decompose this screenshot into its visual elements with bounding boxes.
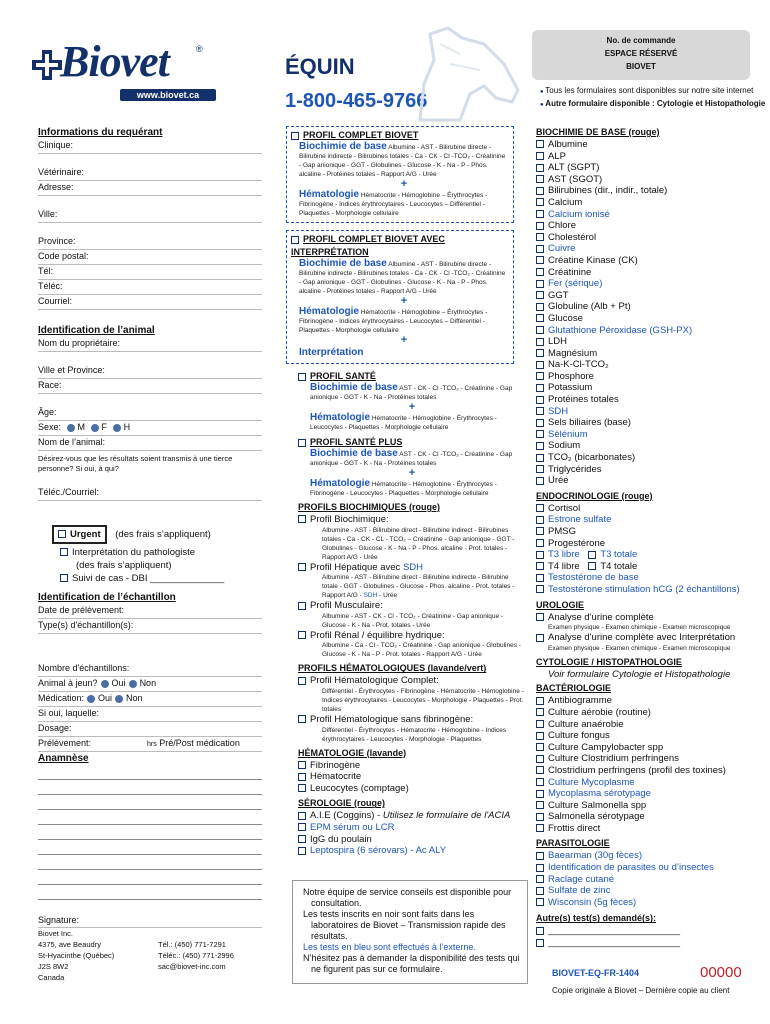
collection-time-field[interactable]: Prélèvement: hrs Pré/Post médication [38,737,262,752]
horse-head-icon [400,24,530,124]
biochem-checkbox-7[interactable] [536,220,756,232]
medication-field: Médication: Oui Non [38,692,262,707]
biochem-label: Sélénium [548,428,588,440]
profile-health-plus-checkbox[interactable]: PROFIL SANTÉ PLUS [298,436,526,449]
biochem-label: ALT (SGPT) [548,162,600,174]
biochem-checkbox-22[interactable] [536,394,756,406]
parasitology-checkbox-3[interactable] [536,885,756,897]
checkbox-icon[interactable] [536,824,544,832]
biochem-label: Sodium [548,440,581,452]
bacteriology-label: Antibiogramme [548,695,612,707]
parasitology-label: Baearman (30g fèces) [548,850,642,862]
pathologist-note: (des frais s’appliquent) [76,560,172,571]
bacteriology-list [536,695,756,834]
biochem-checkbox-21[interactable] [536,382,756,394]
parasitology-list [536,850,756,908]
biovet-cross-logo-icon [30,48,64,82]
sex-h-radio[interactable] [113,424,121,432]
urinalysis-interp-checkbox[interactable]: Analyse d'urine complète avec Interprétation [536,632,756,644]
bacteriology-label: Clostridium perfringens (profil des toxines) [548,764,726,776]
fibrinogen-checkbox[interactable]: Fibrinogène [298,760,526,772]
transmit-question: Désirez-vous que les résultats soient transmis à une tierce personne? Si oui, à qui? [38,454,233,473]
checkbox-icon[interactable] [536,349,544,357]
coggins-checkbox[interactable]: A.I.E (Coggins) - Utilisez le formulaire de l'ACIA [298,810,526,822]
p3-hema-text: Hématocrite - Hémoglobine - Érythrocytes - Leucocytes - Plaquettes - Morphologie cellulaire [310,415,497,431]
registered-icon: ® [196,44,203,54]
bacteriology-label: Culture Mycoplasme [548,776,635,788]
biochem-checkbox-17[interactable] [536,336,756,348]
note-3: Les tests en bleu sont effectués à l’externe. [303,942,476,952]
province-field[interactable]: Province: [38,235,262,250]
checkbox-icon[interactable] [536,454,544,462]
phone-number: 1-800-465-9766 [285,90,428,112]
plus-icon: + [408,401,416,413]
checkbox-icon[interactable] [536,430,544,438]
company-address: Biovet Inc. 4375, ave Beaudry St-Hyacinthe (Québec) J2S 8W2 Canada [38,929,115,982]
endocrinology-title: ENDOCRINOLOGIE (rouge) [536,490,653,501]
requester-title: Informations du requérant [38,127,163,138]
biochem-label: Protéines totales [548,394,619,406]
biochem-label: Urée [548,475,569,487]
biochem-label: Cuivre [548,243,576,255]
checkbox-icon[interactable] [536,140,544,148]
biochem-label: Cholestérol [548,231,597,243]
biochem-checkbox-0[interactable] [536,139,756,151]
sample-count-field[interactable]: Nombre d'échantillons: [38,662,262,677]
biochem-checkbox-6[interactable] [536,209,756,221]
sample-type-field[interactable]: Type(s) d'échantillon(s): [38,619,262,634]
biochem-checkbox-24[interactable] [536,417,756,429]
fasting-no-radio[interactable] [129,680,137,688]
sample-title: Identification de l’échantillon [38,592,176,603]
igg-checkbox[interactable]: IgG du poulain [298,834,526,846]
biochem-list [536,139,756,487]
medication-yes-radio[interactable] [87,695,95,703]
checkbox-icon[interactable] [536,743,544,751]
checkbox-icon[interactable] [536,372,544,380]
biochem-checkbox-10[interactable] [536,255,756,267]
plus-icon: + [400,178,408,190]
biochem-checkbox-5[interactable] [536,197,756,209]
plus-icon: + [400,295,408,307]
checkbox-icon[interactable] [536,875,544,883]
checkbox-icon[interactable] [536,852,544,860]
biochem-checkbox-11[interactable] [536,267,756,279]
fax-field[interactable]: Téléc: [38,280,262,295]
info-notes-box [292,880,528,984]
t4-free-checkbox[interactable]: T4 libre [536,561,580,572]
serology-title: SÉROLOGIE (rouge) [298,798,386,809]
urinalysis-sub: Examen physique - Examen chimique - Examen microscopique [548,624,731,632]
checkbox-icon[interactable] [536,801,544,809]
biochem-checkbox-1[interactable] [536,151,756,163]
progesterone-checkbox[interactable]: Progestérone [536,538,756,550]
parasitology-label: Identification de parasites ou d’insectes [548,862,714,874]
checkbox-icon[interactable] [536,361,544,369]
p3-bio-text: AST - CK - Cl -TCO₂ - Créatinine - Gap anionique - GGT - K - Na - Protéines totales [310,385,513,401]
epm-checkbox[interactable]: EPM sérum ou LCR [298,822,526,834]
biovet-logo: Biovet [60,37,169,86]
medication-no-radio[interactable] [115,695,123,703]
history-lines[interactable] [38,779,262,900]
city-province-field[interactable]: Ville et Province: [38,364,262,379]
profile-muscle-checkbox[interactable]: Profil Musculaire: [298,600,526,612]
urgent-checkbox[interactable]: Urgent [52,525,107,544]
profile-hemat-nofib-checkbox[interactable]: Profil Hématologique sans fibrinogène: [298,714,526,726]
hemat-profiles-title: PROFILS HÉMATOLOGIQUES (lavande/vert) [298,663,487,674]
right-column: BIOCHIMIE DE BASE (rouge) Albumine ALP ALT (SGPT) AST (SGOT) Bilirubines (dir., indir., totale) Calcium Calcium ionisé Chlore Cholestérol Cuivre Créatine Kinase (CK) Créatinine Fer (sérique) GGT Globuline (Alb + Pt) Glucose Glutathione Péroxidase (GSH-PX) LDH Magnésium Na-K-Cl-TCO₂ Phosphore Potassium Protéines totales SDH Sels biliaires (base) Sélénium Sodium TCO₂ (bicarbonates) Triglycérides Urée ENDOCRINOLOGIE (rouge) Cortisol Estrone sulfate PMSG Progestérone T3 libre T3 totale T4 libre T4 totale Testostérone de base Testostérone stimulation hCG (2 échantillons) UROLOGIE Analyse d'urine complète Examen physique - Examen chimique - Examen microscopique Analyse d'urine complète avec Interprétation Examen physique - Examen chimique - Examen microscopique CYTOLOGIE / HISTOPATHOLOGIE Voir formulaire Cytologie et Histopathologie BACTÉRIOLOGIE Antibiogramme Culture aérobie (routine) Culture anaérobie Culture fongus Culture Campylobacter spp Culture Clostridium perfringens Clostridium perfringens (profil des toxines) Culture Mycoplasme Mycoplasma sérotypage Culture Salmonella spp Salmonella sérotypage Frottis direct PARASITOLOGIE Baearman (30g fèces) Identification de parasites ou d’insectes Raclage cutané Sulfate de zinc Wisconsin (5g fèces) Autre(s) test(s) demandé(s): _________________________ _________________________ [536,126,756,949]
page-title: ÉQUIN [285,54,355,79]
signature-field[interactable]: Signature: [38,914,262,928]
checkbox-icon[interactable] [536,720,544,728]
history-title: Anamnèse [38,753,89,764]
biochem-checkbox-27[interactable] [536,452,756,464]
age-field[interactable]: Âge: [38,406,262,421]
clinic-field[interactable]: Clinique: [38,139,262,154]
checkbox-icon[interactable] [536,790,544,798]
checkbox-icon[interactable] [536,864,544,872]
p1-bio-text: Albumine - AST - Bilirubine directe - Bilirubine indirecte - Bilirubines totales - Ca - CK - Cl -TCO₂ - Créatinine - Gap anionique - GGT - Globulines - Glucose - K - Na - P - Phos. alcaline - Protéines totales - Rapport A/G - Urée [299,144,506,178]
interpretation-label: Interprétation [299,347,364,358]
profile-complete-checkbox[interactable]: PROFIL COMPLET BIOVET [291,129,509,142]
bacteriology-label: Culture Salmonella spp [548,799,647,811]
checkbox-icon[interactable] [536,898,544,906]
profile-interp-box: PROFIL COMPLET BIOVET AVEC INTERPRÉTATION Biochimie de base Albumine - AST - Bilirubine directe - Bilirubine indirecte - Bilirubines totales - Ca - CK - Cl -TCO₂ - Créatinine - Gap anionique - GGT - Globulines - Glucose - K - Na - P - Phos. alcaline - Protéines totales - Rapport A/G - Urée + Hématologie Hématocrite - Hémoglobine – Érythrocytes - Fibrinogène - Indices érythrocytaires - Leucocytes – Différentiel - Plaquettes - Morphologie cellulaire + Interprétation [286,230,514,364]
dose-field[interactable]: Dosage: [38,722,262,737]
bacteriology-label: Culture aérobie (routine) [548,706,651,718]
biochem-label: Calcium [548,196,583,208]
bacteriology-label: Culture anaérobie [548,718,624,730]
middle-column: PROFIL COMPLET BIOVET Biochimie de base Albumine - AST - Bilirubine directe - Bilirubine indirecte - Bilirubines totales - Ca - CK - Cl -TCO₂ - Créatinine - Gap anionique - GGT - Globulines - Glucose - K - Na - P - Phos. alcaline - Protéines totales - Rapport A/G - Urée + Hématologie Hématocrite - Hémoglobine – Érythrocytes - Fibrinogène - Indices érythrocytaires - Leucocytes – Différentiel - Plaquettes - Morphologie cellulaire PROFIL COMPLET BIOVET AVEC INTERPRÉTATION Biochimie de base Albumine - AST - Bilirubine directe - Bilirubine indirecte - Bilirubines totales - Ca - CK - Cl -TCO₂ - Créatinine - Gap anionique - GGT - Globulines - Glucose - K - Na - P - Phos. alcaline - Protéines totales - Rapport A/G - Urée + Hématologie Hématocrite - Hémoglobine – Érythrocytes - Fibrinogène - Indices érythrocytaires - Leucocytes – Différentiel - Plaquettes - Morphologie cellulaire + Interprétation PROFIL SANTÉ Biochimie de base AST - CK - Cl -TCO₂ - Créatinine - Gap anionique - GGT - K - Na - Protéines totales + Hématologie Hématocrite - Hémoglobine - Érythrocytes - Leucocytes - Plaquettes - Morphologie cellulaire PROFIL SANTÉ PLUS Biochimie de base AST - CK - Cl -TCO₂ - Créatinine - Gap anionique - GGT - K - Na - Protéines totales + Hématologie Hématocrite - Hémoglobine - Érythrocytes - Fibrinogène - Leucocytes - Plaquettes - Morphologie cellulaire PROFILS BIOCHIMIQUES (rouge) Profil Biochimique: Albumine - AST - Bilirubine direct - Bilirubine indirect - Bilirubines totales - Ca - CK - CL - TCO₂ – Créatinine - Gap anionique - GGT - Globulines - Glucose - K - Na - P - Phos. alcaline - Prot. totales - Rapport A/G - Urée Profil Hépatique avec SDH Albumine - AST - Bilirubine direct - Bilirubine indirecte - Bilirubine totale - GGT - Globulines - Glucose - Phos. alcaline - Prot. totales - Rapport A/G - SDH - Urée Profil Musculaire: Albumine - AST - CK - Cl - TCO₂ - Créatinine - Gap anionique - Glucose - K - Na - Prot. totales - Urée Profil Rénal / équilibre hydrique: Albumine - Ca - Cl - TCO₂ - Créatinine - Gap anionique - Globulines - Glucose - K - Na - P - Prot. totales - Rapport A/G - Urée PROFILS HÉMATOLOGIQUES (lavande/vert) Profil Hématologique Complet: Différentiel - Érythrocytes - Fibrinogène - Hématocrite - Hémoglobine - Indices érythrocytaires - Leucocytes - Morphologie - Plaquettes - Prot. totales Profil Hématologique sans fibrinogène: Différentiel - Érythrocytes - Hématocrite - Hémoglobine - Indices érythrocytaires - Leucocytes - Morphologie - Plaquettes HÉMATOLOGIE (lavande) Fibrinogène Hématocrite Leucocytes (comptage) SÉROLOGIE (rouge) A.I.E (Coggins) - Utilisez le formulaire de l'ACIA EPM sérum ou LCR IgG du poulain Leptospira (6 sérovars) - Ac ALY [298,126,526,857]
biochem-checkbox-16[interactable] [536,325,756,337]
sample-section [38,591,262,928]
parasitology-title: PARASITOLOGIE [536,838,610,849]
parasitology-label: Sulfate de zinc [548,885,611,897]
profile-health-checkbox[interactable]: PROFIL SANTÉ [298,370,526,383]
checkbox-icon[interactable] [536,477,544,485]
fasting-yes-radio[interactable] [101,680,109,688]
plus-icon: + [400,334,408,346]
checkbox-icon[interactable] [536,338,544,346]
profile-complete-box [286,126,514,223]
checkbox-icon[interactable] [536,326,544,334]
checkbox-icon[interactable] [536,210,544,218]
parasitology-label: Raclage cutané [548,873,615,885]
biochem-checkbox-15[interactable] [536,313,756,325]
biochem-checkbox-13[interactable] [536,290,756,302]
checkbox-icon[interactable] [536,187,544,195]
checkbox-icon[interactable] [536,268,544,276]
biochem-checkbox-9[interactable] [536,243,756,255]
checkbox-icon[interactable] [536,233,544,241]
plus-icon: + [408,467,416,479]
note-1: Notre équipe de service conseils est disponible pour consultation. [303,887,512,908]
bacteriology-checkbox-5[interactable] [536,753,756,765]
biochem-checkbox-18[interactable] [536,348,756,360]
profile-interp-checkbox[interactable]: PROFIL COMPLET BIOVET AVEC INTERPRÉTATION [291,234,445,257]
biochem-label: Chlore [548,220,576,232]
bacteriology-checkbox-3[interactable] [536,730,756,742]
bacteriology-label: Mycoplasma sérotypage [548,788,651,800]
biochem-label: GGT [548,289,569,301]
biochem-label: Potassium [548,382,593,394]
checkbox-icon[interactable] [536,384,544,392]
hematology-title: HÉMATOLOGIE (lavande) [298,747,407,758]
followup-checkbox[interactable]: Suivi de cas - DBI ______________ [60,572,262,585]
checkbox-icon[interactable] [536,256,544,264]
checkbox-icon[interactable] [536,175,544,183]
checkbox-icon[interactable] [536,280,544,288]
biochem-checkbox-4[interactable] [536,185,756,197]
biochem-label: Fer (sérique) [548,278,603,290]
biochem-label: Créatinine [548,266,592,278]
ph2-text: Différentiel - Érythrocytes - Hématocrite - Hémoglobine - Indices érythrocytaires - Leucocytes - Morphologie - Plaquettes [322,726,507,743]
biochem-checkbox-14[interactable] [536,301,756,313]
checkbox-icon[interactable] [536,697,544,705]
biochem-label: Phosphore [548,370,594,382]
checkbox-icon[interactable] [536,222,544,230]
checkbox-icon[interactable] [536,245,544,253]
biochem-checkbox-28[interactable] [536,464,756,476]
p1-bio-label: Biochimie de base [299,141,387,152]
bacteriology-checkbox-8[interactable] [536,788,756,800]
biochem-label: Glutathione Péroxidase (GSH-PX) [548,324,693,336]
checkbox-icon[interactable] [536,396,544,404]
form-number: 00000 [700,964,742,981]
biochem-label: Na-K-Cl-TCO₂ [548,359,609,371]
checkbox-icon[interactable] [536,708,544,716]
t4-total-checkbox[interactable]: T4 totale [588,561,637,572]
leptospira-checkbox[interactable]: Leptospira (6 sérovars) - Ac ALY [298,845,526,857]
cytology-text: Voir formulaire Cytologie et Histopathologie [548,668,731,680]
checkbox-icon[interactable] [536,152,544,160]
fasting-field: Animal à jeun? Oui Non [38,677,262,692]
animal-name-field[interactable]: Nom de l’animal: [38,436,262,451]
biochem-label: Glucose [548,312,583,324]
parasitology-label: Wisconsin (5g fèces) [548,896,637,908]
bacteriology-label: Salmonella sérotypage [548,811,645,823]
biochem-checkbox-20[interactable] [536,371,756,383]
profile-biochem-checkbox[interactable]: Profil Biochimique: [298,514,526,526]
other-tests-title: Autre(s) test(s) demandé(s): [536,913,657,924]
bacteriology-checkbox-10[interactable] [536,811,756,823]
vet-field[interactable]: Vétérinaire: [38,166,262,181]
urgent-note: (des frais s’appliquent) [115,529,211,540]
parasitology-checkbox-1[interactable] [536,862,756,874]
biochem-checkbox-19[interactable] [536,359,756,371]
parasitology-checkbox-4[interactable] [536,897,756,909]
p1-hema-text: Hématocrite - Hémoglobine – Érythrocytes - Fibrinogène - Indices érythrocytaires - Leucocytes – Différentiel - Plaquettes - Morphologie cellulaire [299,192,488,217]
leukocytes-checkbox[interactable]: Leucocytes (comptage) [298,783,526,795]
biochem-checkbox-26[interactable] [536,440,756,452]
checkbox-icon[interactable] [536,198,544,206]
owner-field[interactable]: Nom du propriétaire: [38,337,262,352]
checkbox-icon[interactable] [536,291,544,299]
biochem-checkbox-2[interactable] [536,162,756,174]
checkbox-icon[interactable] [536,407,544,415]
bacteriology-label: Frottis direct [548,822,601,834]
biochem-label: AST (SGOT) [548,173,603,185]
biochem-label: Créatine Kinase (CK) [548,254,638,266]
sex-m-radio[interactable] [67,424,75,432]
checkbox-icon[interactable] [536,314,544,322]
biochem-label: Bilirubines (dir., indir., totale) [548,185,668,197]
postal-code-field[interactable]: Code postal: [38,250,262,265]
pb3-text: Albumine - AST - CK - Cl - TCO₂ - Créatinine - Gap anionique - Glucose - K - Na - Prot. totales - Urée [322,612,504,629]
profile-liver-checkbox[interactable]: Profil Hépatique avec SDH [298,562,526,574]
urology-title: UROLOGIE [536,599,585,610]
cortisol-checkbox[interactable]: Cortisol [536,503,756,515]
t3-free-checkbox[interactable]: T3 libre [536,549,580,560]
biochem-base-title: BIOCHIMIE DE BASE (rouge) [536,127,660,137]
biochem-label: ALP [548,150,566,162]
pathologist-checkbox[interactable]: Interprétation du pathologiste [60,546,262,559]
footer-note: Copie originale à Biovet – Dernière copie au client [552,986,730,995]
biochem-label: Triglycérides [548,463,602,475]
checkbox-icon[interactable] [536,755,544,763]
biochem-label: Albumine [548,139,588,150]
email-field[interactable]: Courriel: [38,295,262,310]
biochem-label: Globuline (Alb + Pt) [548,301,631,313]
p4-hema-text: Hématocrite - Hémoglobine - Érythrocytes - Fibrinogène - Leucocytes - Plaquettes - Morphologie cellulaire [310,481,497,497]
address-field[interactable]: Adresse: [38,181,262,196]
bacteriology-label: Culture fongus [548,730,610,742]
bacteriology-checkbox-0[interactable] [536,695,756,707]
sex-f-radio[interactable] [91,424,99,432]
urinalysis-checkbox[interactable]: Analyse d'urine complète [536,612,756,624]
form-id: BIOVET-EQ-FR-1404 [552,968,640,978]
estrone-checkbox[interactable]: Estrone sulfate [536,514,756,526]
biochem-checkbox-23[interactable] [536,406,756,418]
biochem-label: Sels biliaires (base) [548,417,631,429]
animal-title: Identification de l’animal [38,325,155,336]
biochem-checkbox-12[interactable] [536,278,756,290]
left-column [38,126,262,501]
ph1-text: Différentiel - Érythrocytes - Fibrinogène - Hématocrite - Hémoglobine - Indices érythrocytaires - Leucocytes - Morphologie - Plaquettes - Prot. totales [322,687,524,713]
bacteriology-checkbox-11[interactable] [536,823,756,835]
bacteriology-checkbox-9[interactable] [536,800,756,812]
checkbox-icon[interactable] [536,164,544,172]
note-4: N’hésitez pas à demander la disponibilité des tests qui ne figurent pas sur ce formulaire. [303,953,520,974]
testosterone-hcg-checkbox[interactable]: Testostérone stimulation hCG (2 échantillons) [536,584,756,596]
bacteriology-label: Culture Clostridium perfringens [548,753,679,765]
city-field[interactable]: Ville: [38,208,262,223]
checkbox-icon[interactable] [536,303,544,311]
pb4-text: Albumine - Ca - Cl - TCO₂ - Créatinine - Gap anionique - Globulines - Glucose - K - Na - P - Prot. totales - Rapport A/G - Urée [322,642,521,659]
p1-hema-label: Hématologie [299,189,360,200]
t3-total-checkbox[interactable]: T3 totale [588,549,637,560]
biochem-checkbox-29[interactable] [536,475,756,487]
checkbox-icon[interactable] [536,442,544,450]
bacteriology-label: Culture Campylobacter spp [548,741,664,753]
bacteriology-checkbox-4[interactable] [536,742,756,754]
other-test-2[interactable]: _________________________ [536,937,756,949]
hematocrit-checkbox[interactable]: Hématocrite [298,771,526,783]
checkbox-icon[interactable] [536,778,544,786]
biochem-label: Magnésium [548,347,598,359]
bacteriology-checkbox-7[interactable] [536,777,756,789]
bacteriology-checkbox-1[interactable] [536,707,756,719]
note-2: Les tests inscrits en noir sont faits dans les laboratoires de Biovet – Transmission rapide des résultats. [303,909,506,941]
biochem-profiles-title: PROFILS BIOCHIMIQUES (rouge) [298,502,441,512]
parasitology-checkbox-2[interactable] [536,874,756,886]
order-number-box: No. de commande ESPACE RÉSERVÉ BIOVET [532,30,750,80]
fax-email-field[interactable]: Téléc./Courriel: [38,486,262,501]
pb2-text: Albumine - AST - Bilirubine direct - Bilirubine indirecte - Bilirubine totale - GGT - Globulines - Glucose - Phos. alcaline - Prot. totales - Rapport A/G - [322,574,515,600]
other-test-1[interactable]: _________________________ [536,925,756,937]
biochem-label: LDH [548,336,568,348]
checkbox-icon[interactable] [536,419,544,427]
biochem-checkbox-8[interactable] [536,232,756,244]
bacteriology-checkbox-6[interactable] [536,765,756,777]
sex-field: Sexe: M F H [38,421,262,436]
bacteriology-title: BACTÉRIOLOGIE [536,683,612,694]
biochem-checkbox-3[interactable] [536,174,756,186]
breed-field[interactable]: Race: [38,379,262,394]
pb1-text: Albumine - AST - Bilirubine direct - Bilirubine indirect - Bilirubines totales - Ca - CK - CL - TCO₂ – Créatinine - Gap anionique - GGT - Globulines - Glucose - K - Na - P - Phos. alcaline - Prot. totales - Rapport A/G - Urée [322,526,515,561]
urgent-section [52,525,262,585]
biochem-label: Calcium ionisé [548,208,610,220]
checkbox-icon[interactable] [536,813,544,821]
website-url[interactable]: www.biovet.ca [120,89,216,101]
phone-field[interactable]: Tél: [38,265,262,280]
header-notes: ● Tous les formulaires sont disponibles sur notre site internet ● Autre formulaire disponible : Cytologie et Histopathologie [540,85,765,111]
collection-date-field[interactable]: Date de prélèvement: [38,604,262,619]
testosterone-base-checkbox[interactable]: Testostérone de base [536,572,756,584]
checkbox-icon[interactable] [536,887,544,895]
profile-hemat-complete-checkbox[interactable]: Profil Hématologique Complet: [298,675,526,687]
biochem-label: TCO₂ (bicarbonates) [548,452,636,464]
bacteriology-checkbox-2[interactable] [536,719,756,731]
cytology-title: CYTOLOGIE / HISTOPATHOLOGIE [536,656,682,667]
company-contact: Tél.: (450) 771-7291 Téléc.: (450) 771-2996 sac@biovet-inc.com [158,940,234,971]
parasitology-checkbox-0[interactable] [536,850,756,862]
biochem-checkbox-25[interactable] [536,429,756,441]
biochem-label: SDH [548,405,569,417]
checkbox-icon[interactable] [536,766,544,774]
profile-renal-checkbox[interactable]: Profil Rénal / équilibre hydrique: [298,630,526,642]
pmsg-checkbox[interactable]: PMSG [536,526,756,538]
which-field[interactable]: Si oui, laquelle: [38,707,262,722]
checkbox-icon[interactable] [536,465,544,473]
checkbox-icon[interactable] [536,732,544,740]
